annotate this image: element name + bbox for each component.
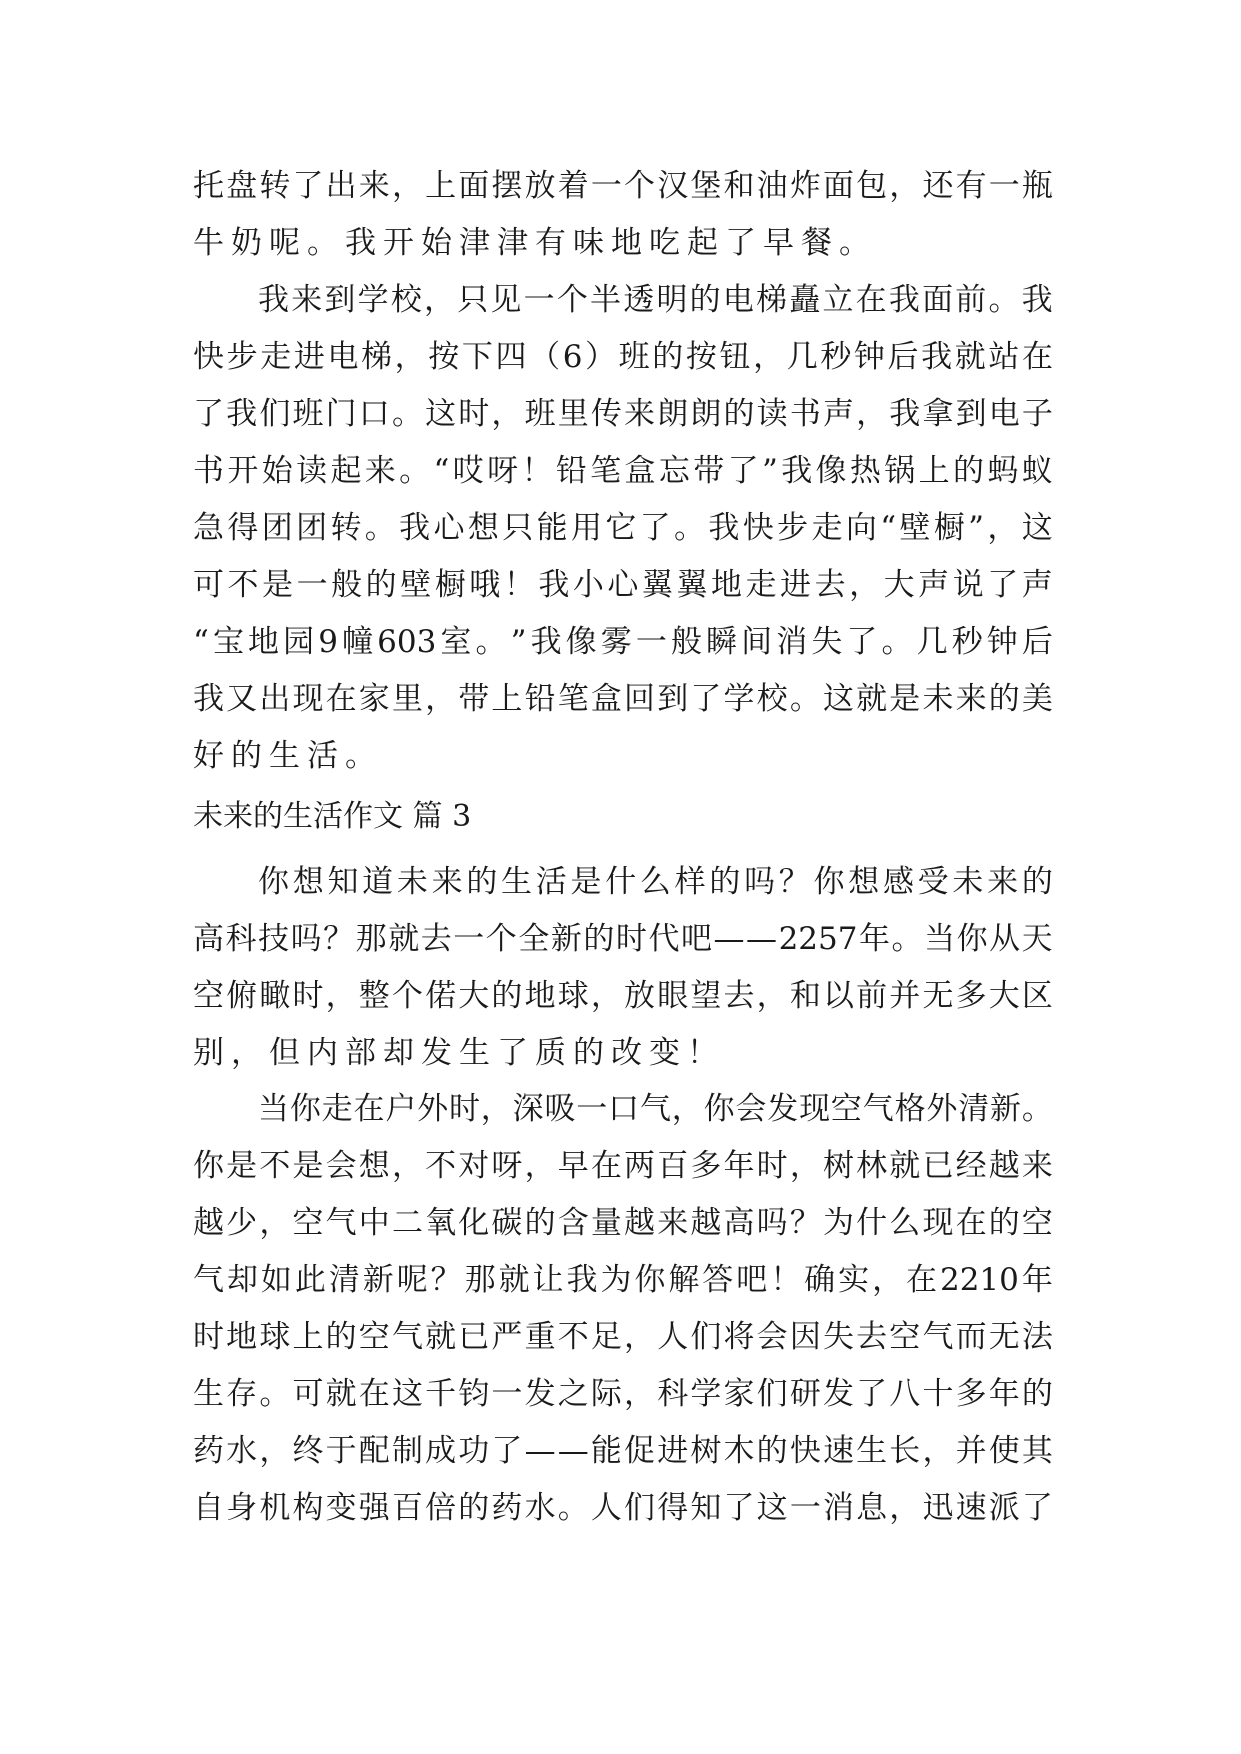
text-line: 可 不 是 一 般 的 壁 橱 哦 ！ 我 小 心 翼 翼 地 走 进 去 ， 大 声 说 了 声 xyxy=(193,567,1053,603)
text-line: 时 地 球 上 的 空 气 就 已 严 重 不 足 ， 人 们 将 会 因 失 去 空 气 而 无 法 xyxy=(193,1319,1053,1355)
text-line: 你 是 不 是 会 想 ， 不 对 呀 ， 早 在 两 百 多 年 时 ， 树 林 就 已 经 越 来 xyxy=(193,1148,1053,1184)
text-line: 托 盘 转 了 出 来 ， 上 面 摆 放 着 一 个 汉 堡 和 油 炸 面 包 ， 还 有 一 瓶 xyxy=(193,168,1053,204)
text-line: 当 你 走 在 户 外 时 ， 深 吸 一 口 气 ， 你 会 发 现 空 气 格 外 清 新 。 xyxy=(258,1091,1053,1127)
text-line: 生 存 。 可 就 在 这 千 钧 一 发 之 际 ， 科 学 家 们 研 发 了 八 十 多 年 的 xyxy=(193,1376,1053,1412)
text-line: 我 来 到 学 校 ， 只 见 一 个 半 透 明 的 电 梯 矗 立 在 我 面 前 。 我 xyxy=(258,282,1053,318)
text-line: 快 步 走 进 电 梯 ， 按 下 四 （ 6 ） 班 的 按 钮 ， 几 秒 钟 后 我 就 站 在 xyxy=(193,339,1053,375)
text-line: 气 却 如 此 清 新 呢 ？ 那 就 让 我 为 你 解 答 吧 ！ 确 实 ， 在 2210 年 xyxy=(193,1262,1053,1298)
text-line: 别，但内部却发生了质的改变！ xyxy=(193,1035,725,1071)
text-line: 自 身 机 构 变 强 百 倍 的 药 水 。 人 们 得 知 了 这 一 消 息 ， 迅 速 派 了 xyxy=(193,1490,1053,1526)
text-line: 高 科 技 吗 ？ 那 就 去 一 个 全 新 的 时 代 吧 — — 2257 年 。 当 你 从 天 xyxy=(193,921,1053,957)
section-heading: 未来的生活作文 篇 3 xyxy=(193,799,472,834)
text-line: 我 又 出 现 在 家 里 ， 带 上 铅 笔 盒 回 到 了 学 校 。 这 就 是 未 来 的 美 xyxy=(193,681,1053,717)
text-line: 书 开 始 读 起 来 。 “ 哎 呀 ！ 铅 笔 盒 忘 带 了 ” 我 像 热 锅 上 的 蚂 蚁 xyxy=(193,453,1053,489)
text-line: 好的生活。 xyxy=(193,738,383,774)
text-line: 你 想 知 道 未 来 的 生 活 是 什 么 样 的 吗 ？ 你 想 感 受 未 来 的 xyxy=(258,864,1053,900)
text-line: 急 得 团 团 转 。 我 心 想 只 能 用 它 了 。 我 快 步 走 向 “ 壁 橱 ” ， 这 xyxy=(193,510,1053,546)
text-line: “ 宝 地 园 9 幢 603 室 。 ” 我 像 雾 一 般 瞬 间 消 失 了 。 几 秒 钟 后 xyxy=(193,624,1053,660)
text-line: 空 俯 瞰 时 ， 整 个 偌 大 的 地 球 ， 放 眼 望 去 ， 和 以 前 并 无 多 大 区 xyxy=(193,978,1053,1014)
text-line: 越 少 ， 空 气 中 二 氧 化 碳 的 含 量 越 来 越 高 吗 ？ 为 什 么 现 在 的 空 xyxy=(193,1205,1053,1241)
text-line: 牛奶呢。我开始津津有味地吃起了早餐。 xyxy=(193,225,877,261)
text-line: 药 水 ， 终 于 配 制 成 功 了 — — 能 促 进 树 木 的 快 速 生 长 ， 并 使 其 xyxy=(193,1433,1053,1469)
text-line: 了 我 们 班 门 口 。 这 时 ， 班 里 传 来 朗 朗 的 读 书 声 ， 我 拿 到 电 子 xyxy=(193,396,1053,432)
